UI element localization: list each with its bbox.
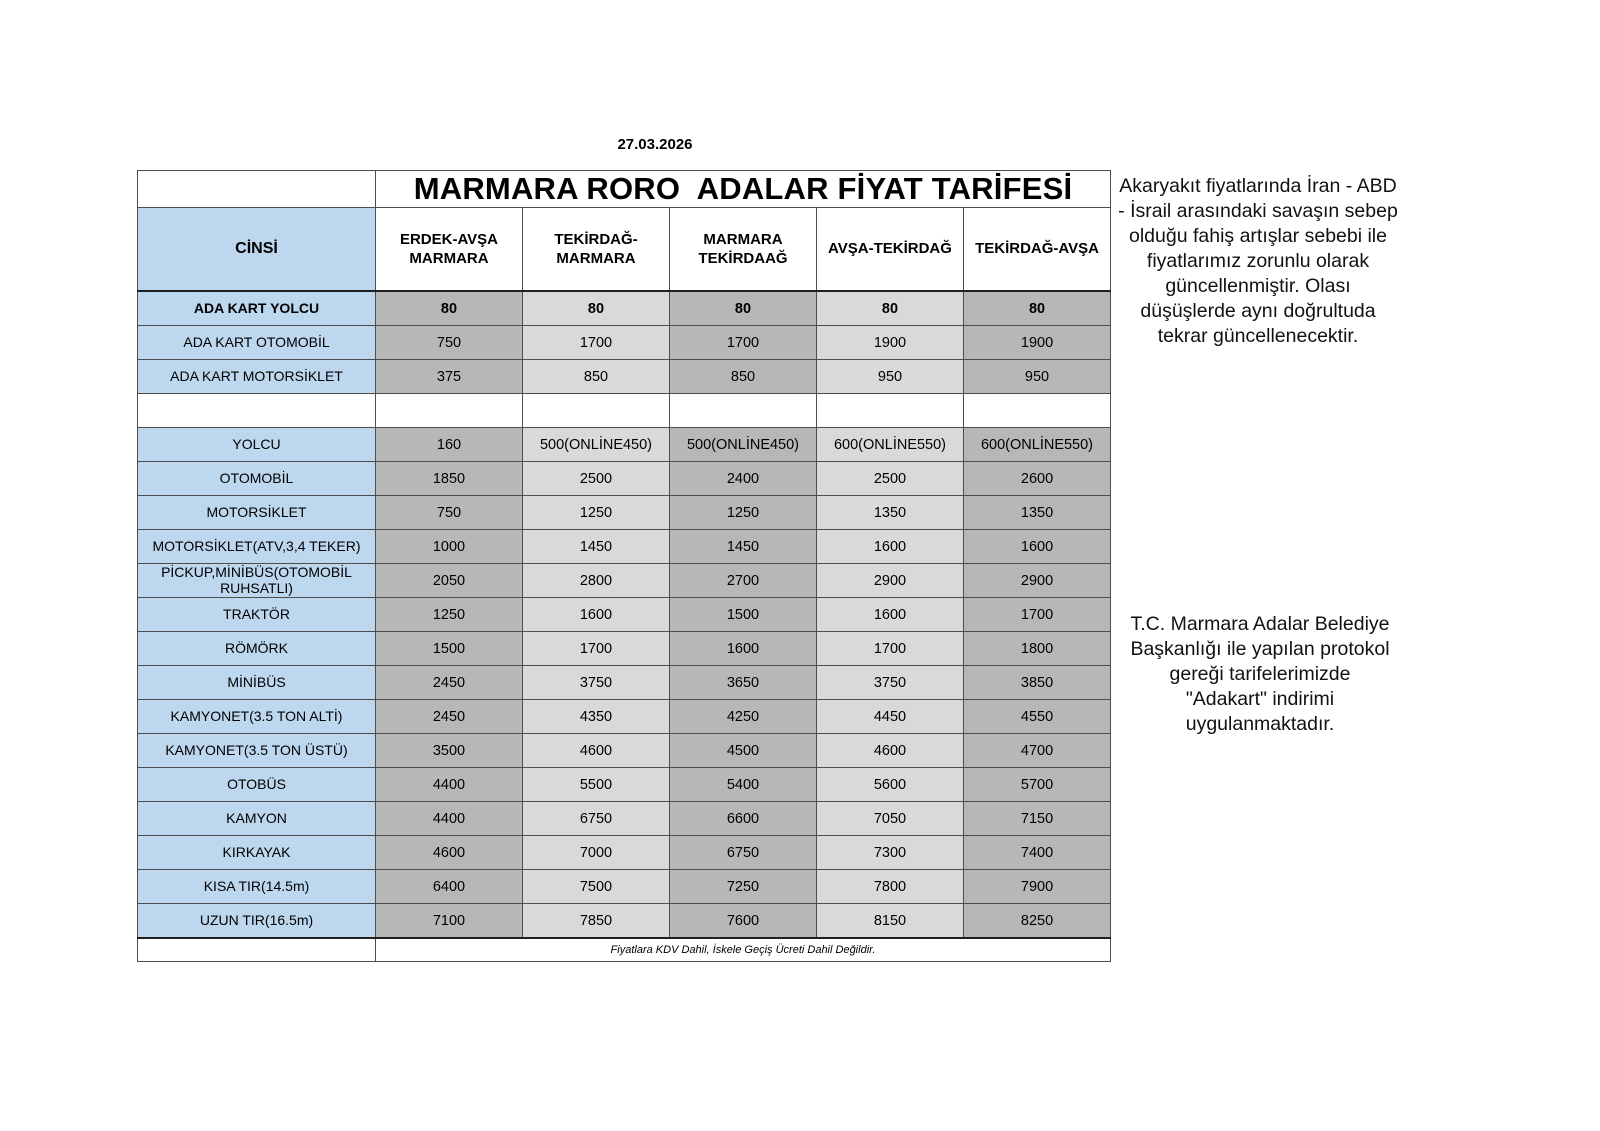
price-cell: 2050: [376, 564, 523, 598]
footnote-row: [138, 938, 1111, 962]
price-cell: 1350: [817, 496, 964, 530]
table-row: [138, 564, 1111, 598]
price-cell: 1250: [376, 598, 523, 632]
table-row: [138, 326, 1111, 360]
price-cell: 950: [964, 360, 1111, 394]
price-cell: 850: [670, 360, 817, 394]
column-header-erdek-avsa-marmara: ERDEK-AVŞA MARMARA: [376, 208, 523, 292]
price-cell: 4400: [376, 802, 523, 836]
price-cell: 1600: [964, 530, 1111, 564]
row-label: KISA TIR(14.5m): [138, 870, 376, 904]
price-cell: 7250: [670, 870, 817, 904]
footnote-spacer-cell: [138, 938, 376, 962]
price-cell: 80: [817, 291, 964, 326]
row-label: ADA KART OTOMOBİL: [138, 326, 376, 360]
price-cell: 1700: [964, 598, 1111, 632]
table-row: [138, 632, 1111, 666]
footnote: Fiyatlara KDV Dahil, İskele Geçiş Ücreti Dahil Değildir.: [376, 938, 1111, 962]
tariff-body: [138, 291, 1111, 938]
table-row: [138, 394, 1111, 428]
price-cell: 80: [670, 291, 817, 326]
price-cell: 500(ONLİNE450): [670, 428, 817, 462]
price-cell: 7300: [817, 836, 964, 870]
price-cell: 7600: [670, 904, 817, 939]
row-label: RÖMÖRK: [138, 632, 376, 666]
row-label: [138, 394, 376, 428]
price-cell: 80: [376, 291, 523, 326]
price-cell: 4600: [523, 734, 670, 768]
price-cell: 1700: [523, 326, 670, 360]
price-cell: 3650: [670, 666, 817, 700]
column-header-tekirdag-marmara: TEKİRDAĞ-MARMARA: [523, 208, 670, 292]
price-cell: 600(ONLİNE550): [964, 428, 1111, 462]
price-cell: 6750: [523, 802, 670, 836]
price-cell: 1850: [376, 462, 523, 496]
row-label: YOLCU: [138, 428, 376, 462]
title-row: [138, 171, 1111, 208]
row-label: PİCKUP,MİNİBÜS(OTOMOBİL RUHSATLI): [138, 564, 376, 598]
price-cell: 3750: [817, 666, 964, 700]
table-row: [138, 904, 1111, 939]
price-cell: 750: [376, 496, 523, 530]
price-cell: 4550: [964, 700, 1111, 734]
price-cell: [817, 394, 964, 428]
price-cell: 1600: [523, 598, 670, 632]
price-cell: 500(ONLİNE450): [523, 428, 670, 462]
price-cell: 4600: [376, 836, 523, 870]
price-cell: 4600: [817, 734, 964, 768]
price-cell: 7900: [964, 870, 1111, 904]
price-cell: 4400: [376, 768, 523, 802]
price-cell: 1450: [670, 530, 817, 564]
price-cell: 1450: [523, 530, 670, 564]
table-row: [138, 496, 1111, 530]
price-cell: 5700: [964, 768, 1111, 802]
price-cell: 2600: [964, 462, 1111, 496]
row-label: KIRKAYAK: [138, 836, 376, 870]
price-cell: 7500: [523, 870, 670, 904]
price-cell: 5600: [817, 768, 964, 802]
price-cell: 4350: [523, 700, 670, 734]
price-cell: 375: [376, 360, 523, 394]
price-cell: 4450: [817, 700, 964, 734]
column-header-row: [138, 208, 1111, 292]
price-cell: 2450: [376, 666, 523, 700]
date-label: 27.03.2026: [617, 136, 693, 153]
price-cell: 2800: [523, 564, 670, 598]
row-label: MOTORSİKLET: [138, 496, 376, 530]
table-row: [138, 734, 1111, 768]
price-cell: 8150: [817, 904, 964, 939]
price-cell: 6600: [670, 802, 817, 836]
row-label: ADA KART YOLCU: [138, 291, 376, 326]
price-cell: 1700: [523, 632, 670, 666]
column-header-tekirdag-avsa: TEKİRDAĞ-AVŞA: [964, 208, 1111, 292]
adakart-protocol-notice: T.C. Marmara Adalar Belediye Başkanlığı ile yapılan protokol gereği tarifelerimizde "Adakart" indirimi uygulanmaktadır.: [1130, 613, 1390, 735]
price-cell: [670, 394, 817, 428]
price-cell: 1250: [670, 496, 817, 530]
price-cell: 5400: [670, 768, 817, 802]
price-cell: 80: [964, 291, 1111, 326]
table-row: [138, 836, 1111, 870]
price-cell: 1000: [376, 530, 523, 564]
title-spacer-cell: [138, 171, 376, 208]
table-row: [138, 870, 1111, 904]
price-cell: 6400: [376, 870, 523, 904]
row-label: OTOBÜS: [138, 768, 376, 802]
price-cell: 7150: [964, 802, 1111, 836]
row-label: UZUN TIR(16.5m): [138, 904, 376, 939]
row-label: ADA KART MOTORSİKLET: [138, 360, 376, 394]
column-header-avsa-tekirdag: AVŞA-TEKİRDAĞ: [817, 208, 964, 292]
price-cell: 7850: [523, 904, 670, 939]
price-cell: 1700: [670, 326, 817, 360]
price-cell: 2900: [964, 564, 1111, 598]
table-row: [138, 700, 1111, 734]
tariff-table: [137, 170, 1111, 962]
table-row: [138, 360, 1111, 394]
price-cell: 2500: [817, 462, 964, 496]
price-cell: 2450: [376, 700, 523, 734]
price-cell: 1250: [523, 496, 670, 530]
fuel-price-notice: Akaryakıt fiyatlarında İran - ABD - İsrail arasındaki savaşın sebep olduğu fahiş artışlar sebebi ile fiyatlarımız zorunlu olarak güncellenmiştir. Olası düşüşlerde aynı doğrultuda tekrar güncellenecektir.: [1118, 175, 1398, 347]
table-row: [138, 530, 1111, 564]
price-cell: 1600: [670, 632, 817, 666]
table-row: [138, 802, 1111, 836]
price-cell: 80: [523, 291, 670, 326]
price-cell: 1900: [964, 326, 1111, 360]
price-cell: [964, 394, 1111, 428]
price-cell: 160: [376, 428, 523, 462]
price-cell: 1800: [964, 632, 1111, 666]
row-label: KAMYONET(3.5 TON ÜSTÜ): [138, 734, 376, 768]
price-cell: 3750: [523, 666, 670, 700]
price-cell: 7100: [376, 904, 523, 939]
table-title: MARMARA RORO ADALAR FİYAT TARİFESİ: [376, 171, 1111, 208]
price-cell: 1500: [376, 632, 523, 666]
price-cell: 6750: [670, 836, 817, 870]
price-cell: 7800: [817, 870, 964, 904]
price-cell: 1600: [817, 530, 964, 564]
row-label: MOTORSİKLET(ATV,3,4 TEKER): [138, 530, 376, 564]
price-cell: 7050: [817, 802, 964, 836]
price-cell: 2400: [670, 462, 817, 496]
price-cell: 750: [376, 326, 523, 360]
table-row: [138, 666, 1111, 700]
table-row: [138, 768, 1111, 802]
price-cell: 3500: [376, 734, 523, 768]
price-cell: 3850: [964, 666, 1111, 700]
row-label: MİNİBÜS: [138, 666, 376, 700]
price-cell: [523, 394, 670, 428]
price-cell: 1600: [817, 598, 964, 632]
price-cell: 600(ONLİNE550): [817, 428, 964, 462]
price-cell: 8250: [964, 904, 1111, 939]
corner-header-cinsi: CİNSİ: [138, 208, 376, 292]
price-cell: 2900: [817, 564, 964, 598]
row-label: TRAKTÖR: [138, 598, 376, 632]
price-cell: 1700: [817, 632, 964, 666]
row-label: KAMYON: [138, 802, 376, 836]
table-row: [138, 462, 1111, 496]
table-row: [138, 598, 1111, 632]
table-row: [138, 291, 1111, 326]
price-cell: 2700: [670, 564, 817, 598]
price-cell: 4250: [670, 700, 817, 734]
price-cell: 1500: [670, 598, 817, 632]
price-cell: [376, 394, 523, 428]
price-cell: 2500: [523, 462, 670, 496]
price-cell: 1900: [817, 326, 964, 360]
row-label: KAMYONET(3.5 TON ALTİ): [138, 700, 376, 734]
price-cell: 4700: [964, 734, 1111, 768]
price-cell: 7000: [523, 836, 670, 870]
table-row: [138, 428, 1111, 462]
price-cell: 4500: [670, 734, 817, 768]
column-header-marmara-tekirdaag: MARMARA TEKİRDAAĞ: [670, 208, 817, 292]
price-cell: 7400: [964, 836, 1111, 870]
row-label: OTOMOBİL: [138, 462, 376, 496]
price-cell: 5500: [523, 768, 670, 802]
price-cell: 1350: [964, 496, 1111, 530]
price-cell: 850: [523, 360, 670, 394]
price-cell: 950: [817, 360, 964, 394]
